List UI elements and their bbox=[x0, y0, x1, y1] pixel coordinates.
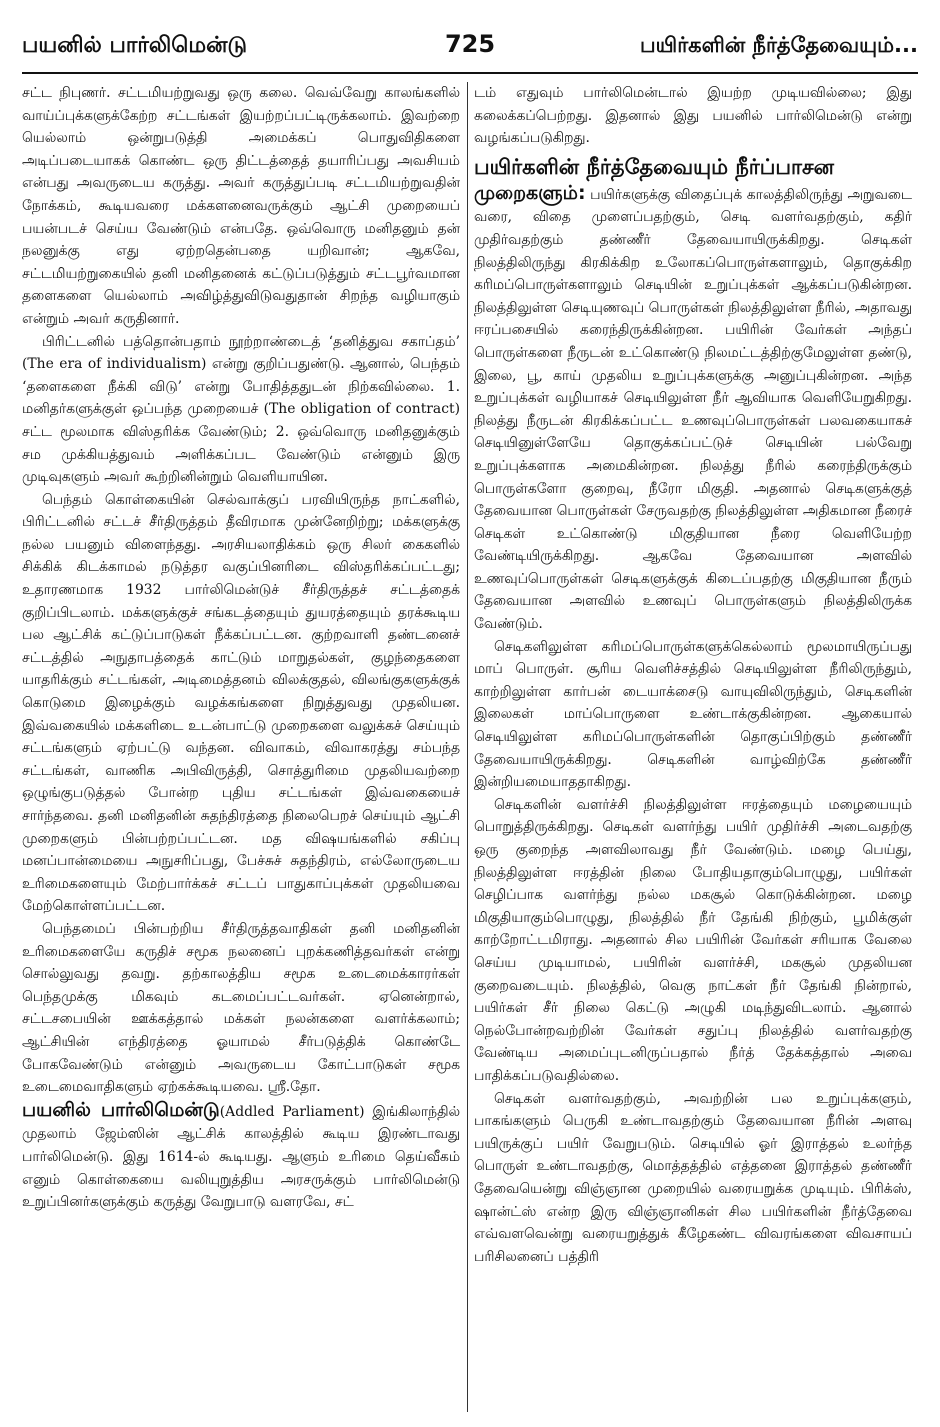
column-divider bbox=[467, 82, 468, 1412]
paragraph: செடிகள் வளர்வதற்கும், அவற்றின் பல உறுப்புக்களும், பாகங்களும் பெருகி உண்டாவதற்கும் தேவையான நீரின் அளவு பயிருக்குப் பயிர் வேறுபடும். செடியில் ஓர் இராத்தல் உலர்ந்த பொருள் உண்டாவதற்கு, மொத்தத்தில் எத்தனை இராத்தல் தண்ணீர் தேவையென்று விஞ்ஞான முறையில் வரையறுக்க முடியும். பிரிக்ஸ், ஷான்ட்ஸ் என்ற இரு விஞ்ஞானிகள் சில பயிர்களின் நீர்த்தேவை எவ்வளவென்று வரையறுத்துக் கீழேகண்ட விவரங்களை விவசாயப் பரிசிலனைப் பத்திரி bbox=[474, 1090, 912, 1265]
running-head-left: பயனில் பார்லிமென்டு bbox=[22, 33, 248, 58]
paragraph: பிரிட்டனில் பத்தொன்பதாம் நூற்றாண்டைத் ‘தனித்துவ சகாப்தம்’ (The era of individualism) என்று குறிப்பதுண்டு. ஆனால், பெந்தம் ‘தளைகளை நீக்கி விடு’ என்று போதித்ததுடன் நிற்கவில்லை. 1. மனிதர்களுக்குள் ஒப்பந்த முறையைச் (The obligation of contract) சட்ட மூலமாக விஸ்தரிக்க வேண்டும்; 2. ஒவ்வொரு மனிதனுக்கும் சம முக்கியத்துவம் அளிக்கப்பட வேண்டும் என்னும் இரு முடிவுகளும் அவர் கூற்றினின்றும் வெளியாயின. bbox=[22, 333, 460, 486]
paragraph: டம் எதுவும் பார்லிமென்டால் இயற்ற முடியவில்லை; இது கலைக்கப்பெற்றது. இதனால் இது பயனில் பார்லிமென்டு என்று வழங்கப்படுகிறது. bbox=[474, 85, 912, 147]
paragraph: பெந்தமைப் பின்பற்றிய சீர்திருத்தவாதிகள் தனி மனிதனின் உரிமைகளையே கருதிச் சமூக நலனைப் புறக்கணித்தவர்கள் என்று சொல்லுவது தவறு. தற்காலத்திய சமூக உடைமைக்காரர்கள் பெந்தமுக்கு மிகவும் கடமைப்பட்டவர்கள். ஏனென்றால், சட்டசபையின் ஊக்கத்தால் மக்கள் நலன்களை வளர்க்கலாம்; ஆட்சியின் எந்திரத்தை ஓயாமல் சீர்படுத்திக் கொண்டே போகவேண்டும் என்னும் அவருடைய கோட்பாடுகள் சமூக உடைமைவாதிகளும் ஏற்கக்கூடியவை. ஸ்ரீ.தோ. bbox=[22, 920, 460, 1096]
left-column bbox=[22, 82, 460, 1412]
paragraph: செடிகளின் வளர்ச்சி நிலத்திலுள்ள ஈரத்தையும் மழையையும் பொறுத்திருக்கிறது. செடிகள் வளர்ந்து பயிர் முதிர்ச்சி அடைவதற்கு ஒரு குறைந்த அளவிலாவது நீர் வேண்டும். மழை பெய்து, நிலத்திலுள்ள ஈரத்தின் நிலை போதியதாகும்பொழுது, பயிர்கள் செழிப்பாக வளர்ந்து நல்ல மகசூல் கொடுக்கின்றன. மழை மிகுதியாகும்பொழுது, நிலத்தில் நீர் தேங்கி நிற்கும், பூமிக்குள் காற்றோட்டமிராது. அதனால் சில பயிரின் வேர்கள் சரியாக வேலை செய்ய முடியாமல், பயிரின் வளர்ச்சி, மகசூல் முதலியன குறைவடையும். நிலத்தில், வெகு நாட்கள் நீர் தேங்கி நின்றால், பயிர்கள் சீர் நிலை கெட்டு அழுகி மடிந்துவிடலாம். ஆனால் நெல்போன்றவற்றின் வேர்கள் சதுப்பு நிலத்தில் வளர்வதற்கு வேண்டிய அமைப்புடனிருப்பதால் நீர்த் தேக்கத்தால் அவை பாதிக்கப்படுவதில்லை. bbox=[474, 796, 912, 1084]
entry-heading: பயனில் பார்லிமென்டு bbox=[22, 1098, 220, 1121]
paragraph: சட்ட நிபுணர். சட்டமியற்றுவது ஒரு கலை. வெவ்வேறு காலங்களில் வாய்ப்புக்களுக்கேற்ற சட்டங்கள் இயற்றப்பட்டிருக்கலாம். இவற்றை யெல்லாம் ஒன்றுபடுத்தி அமைக்கப் பொதுவிதிகளை அடிப்படையாகக் கொண்ட ஒரு திட்டத்தைத் தயாரிப்பது அவசியம் என்பது அவருடைய கருத்து. அவர் கருத்துப்படி சட்டமியற்றுவதின் நோக்கம், கூடியவரை மக்களனைவருக்கும் ஆட்சி முறையைப் பயன்படச் செய்ய வேண்டும் என்பதே. ஒவ்வொரு மனிதனும் தன் நலனுக்கு எது ஏற்றதென்பதை யறிவான்; ஆகவே, சட்டமியற்றுகையில் தனி மனிதனைக் கட்டுப்படுத்தும் சட்டபூர்வமான தளைகளை யெல்லாம் அவிழ்த்துவிடுவதுதான் சிறந்த வழியாகும் என்றும் அவர் கருதினார். bbox=[22, 85, 460, 327]
page-number: 725 bbox=[444, 30, 496, 58]
entry-paragraph bbox=[22, 1099, 460, 1214]
paragraph: செடிகளிலுள்ள கரிமப்பொருள்களுக்கெல்லாம் மூலமாயிருப்பது மாப் பொருள். சூரிய வெளிச்சத்தில் செடியிலுள்ள நீரிலிருந்தும், காற்றிலுள்ள கார்பன் டையாக்சைடு வாயுவிலிருந்தும், செடிகளின் இலைகள் மாப்பொருளை உண்டாக்குகின்றன. ஆகையால் செடியிலுள்ள கரிமப்பொருள்களின் தொகுப்பிற்கும் தண்ணீர் தேவையாயிருக்கிறது. செடிகளின் வாழ்விற்கே தண்ணீர் இன்றியமையாததாகிறது. bbox=[474, 638, 912, 791]
body-columns bbox=[22, 82, 918, 1412]
right-column bbox=[474, 82, 912, 1412]
section-heading: பயிர்களின் நீர்த்தேவையும் நீர்ப்பாசன bbox=[474, 154, 834, 179]
header-rule bbox=[22, 72, 918, 74]
section-heading-lead: முறைகளும்: bbox=[474, 181, 586, 204]
entry-heading-english: (Addled Parliament) bbox=[219, 1103, 365, 1120]
section-text: பயிர்களுக்கு விதைப்புக் காலத்திலிருந்து அறுவடை வரை, விதை முளைப்பதற்கும், செடி வளர்வதற்கும், கதிர் முதிர்வதற்கும் தண்ணீர் தேவையாயிருக்கிறது. செடிகள் நிலத்திலிருந்து கிரகிக்கிற உலோகப்பொருள்களாலும், தொகுக்கிற கரிமப்பொருள்களாலும் செடியின் உறுப்புக்கள் ஆக்கப்படுகின்றன. நிலத்திலுள்ள செடியுணவுப் பொருள்கள் நிலத்திலுள்ள நீரில், அதாவது ஈரப்பசையில் கரைந்திருக்கின்றன. பயிரின் வேர்கள் அந்தப் பொருள்களை நீருடன் உட்கொண்டு நிலமட்டத்திற்குமேலுள்ள தண்டு, இலை, பூ, காய் முதலிய உறுப்புக்களுக்கு அனுப்புகின்றன. அந்த உறுப்புக்கள் வழியாகச் செடியிலுள்ள நீர் ஆவியாக வெளியேறுகிறது. நிலத்து நீருடன் கிரகிக்கப்பட்ட உணவுப்பொருள்கள் பலவகையாகச் செடியினுள்ளேயே தொகுக்கப்பட்டுச் செடியின் பல்வேறு உறுப்புக்களாக அமைகின்றன. நிலத்து நீரில் கரைந்திருக்கும் பொருள்களோ குறைவு, நீரோ மிகுதி. அதனால் செடிகளுக்குத் தேவையான பொருள்கள் சேருவதற்கு நிலத்திலுள்ள அதிகமான நீரைச் செடிகள் உட்கொண்டு மிகுதியான நீரை வெளியேற்ற வேண்டியிருக்கிறது. ஆகவே தேவையான அளவில் உணவுப்பொருள்கள் செடிகளுக்குக் கிடைப்பதற்கு மிகுதியான நீரும் தேவையான அளவில் உணவுப் பொருள்களும் நிலத்திலிருக்க வேண்டும். bbox=[474, 186, 912, 633]
section-paragraph bbox=[474, 182, 912, 636]
paragraph: பெந்தம் கொள்கையின் செல்வாக்குப் பரவியிருந்த நாட்களில், பிரிட்டனில் சட்டச் சீர்திருத்தம் தீவிரமாக முன்னேறிற்று; மக்களுக்கு நல்ல பயனும் விளைந்தது. அரசியலாதிக்கம் ஒரு சிலர் கைகளில் சிக்கிக் கிடக்காமல் நடுத்தர வகுப்பினரிடை விஸ்தரிக்கப்பட்டது; உதாரணமாக 1932 பார்லிமென்டுச் சீர்திருத்தச் சட்டத்தைக் குறிப்பிடலாம். மக்களுக்குச் சங்கடத்தையும் துயரத்தையும் தரக்கூடிய பல ஆட்சிக் கட்டுப்பாடுகள் நீக்கப்பட்டன. குற்றவாளி தண்டனைச் சட்டத்தில் அநுதாபத்தைக் காட்டும் மாறுதல்கள், குழந்தைகளை யாதரிக்கும் சட்டங்கள், அடிமைத்தனம் விலக்குதல், விலங்குகளுக்குக் கொடுமை இழைக்கும் வழக்கங்களை நிறுத்துவது முதலியன. இவ்வகையில் மக்களிடை உடன்பாட்டு முறைகளை வலுக்கச் செய்யும் சட்டங்களும் ஏற்பட்டு வந்தன. விவாகம், விவாகரத்து சம்பந்த சட்டங்கள், வாணிக அபிவிருத்தி, சொத்துரிமை முதலியவற்றை ஒழுங்குபடுத்தல் போன்ற புதிய சட்டங்கள் இவ்வகையைச் சார்ந்தவை. தனி மனிதனின் சுதந்திரத்தை நிலைபெறச் செய்யும் ஆட்சி முறைகளும் பின்பற்றப்பட்டன. மத விஷயங்களில் சகிப்பு மனப்பான்மையை அநுசரிப்பது, பேச்சுச் சுதந்திரம், எல்லோருடைய உரிமைகளையும் மேற்பார்க்கச் சட்டப் பாதுகாப்புக்கள் முதலியவை மேற்கொள்ளப்பட்டன. bbox=[22, 491, 460, 915]
running-head-right: பயிர்களின் நீர்த்தேவையும்... bbox=[640, 33, 918, 57]
running-head bbox=[22, 30, 918, 66]
entry-text: இங்கிலாந்தில் முதலாம் ஜேம்ஸின் ஆட்சிக் காலத்தில் கூடிய இரண்டாவது பார்லிமென்டு. இது 1614-ல் கூடியது. ஆளும் உரிமை தெய்வீகம் எனும் கொள்கையை வலியுறுத்திய அரசருக்கும் பார்லிமென்டு உறுப்பினர்களுக்கும் கருத்து வேறுபாடு வளரவே, சட் bbox=[22, 1103, 460, 1211]
